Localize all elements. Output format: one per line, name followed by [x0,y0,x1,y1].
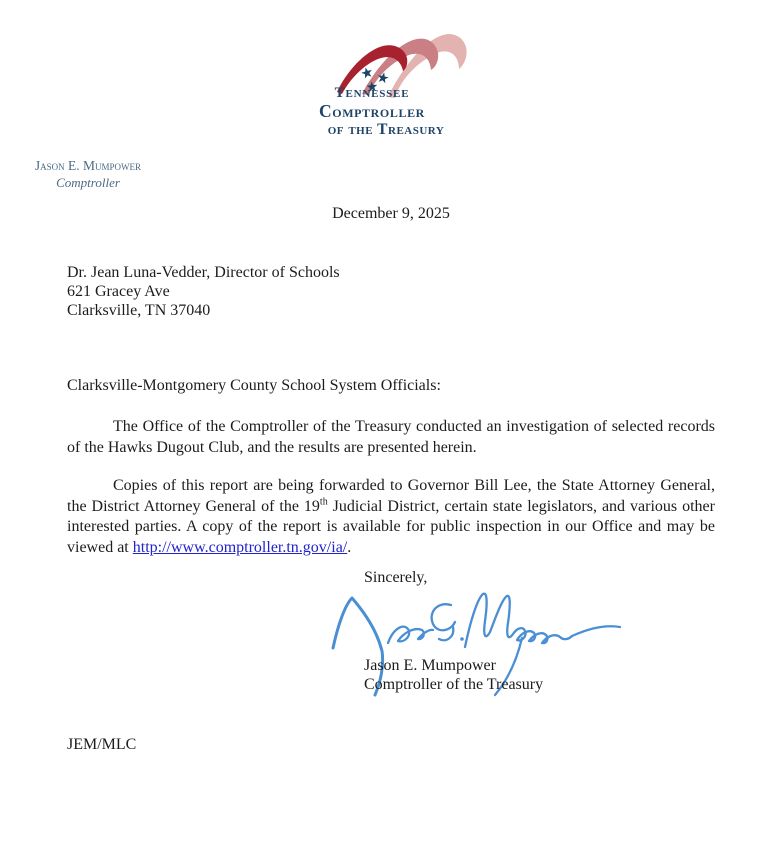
report-link[interactable]: http://www.comptroller.tn.gov/ia/ [132,538,348,556]
letterhead-official-block [28,158,148,191]
logo-wordmark [297,86,447,137]
signer-name: Jason E. Mumpower [364,657,496,674]
ordinal-superscript: th [319,496,328,508]
logo-line-comptroller: Comptroller [319,101,425,121]
letter-date: December 9, 2025 [332,205,450,222]
logo-line-of-the-treasury: of the Treasury [327,120,445,138]
body-paragraph-2 [67,476,715,558]
signer-block [364,656,543,694]
paragraph-2-text-a: Copies of this report are being forwarded to Governor Bill Lee, the State Attorney General, the District Attorney General of the 19 [67,477,715,515]
letterhead-official-title: Comptroller [56,174,120,190]
body-paragraph-1: The Office of the Comptroller of the Treasury conducted an investigation of selected records of the Hawks Dugout Club, and the results are presented herein. [67,418,715,456]
address-line-3: Clarksville, TN 37040 [67,302,211,319]
salutation: Clarksville-Montgomery County School System Officials: [67,377,441,394]
signature-stroke-as [388,627,433,643]
closing: Sincerely, [364,569,428,586]
paragraph-2-text-c: . [347,538,352,556]
recipient-address [67,263,340,320]
address-line-2: 621 Gracey Ave [67,283,170,300]
logo-line-tennessee: Tennessee [334,85,410,101]
signature-stroke-mumpower [465,594,620,647]
letterhead-official-name: Jason E. Mumpower [34,158,142,173]
signature-period-dot [460,637,464,641]
address-line-1: Dr. Jean Luna-Vedder, Director of Schools [67,264,340,281]
reference-initials: JEM/MLC [67,736,137,753]
signature-stroke-e [432,604,455,640]
signer-title: Comptroller of the Treasury [364,676,544,693]
paragraph-2-text-b: Judicial District, certain state legislators, and various other interested parties. A copy of the report is available for public inspection in our Office and may be viewed at [67,497,715,556]
